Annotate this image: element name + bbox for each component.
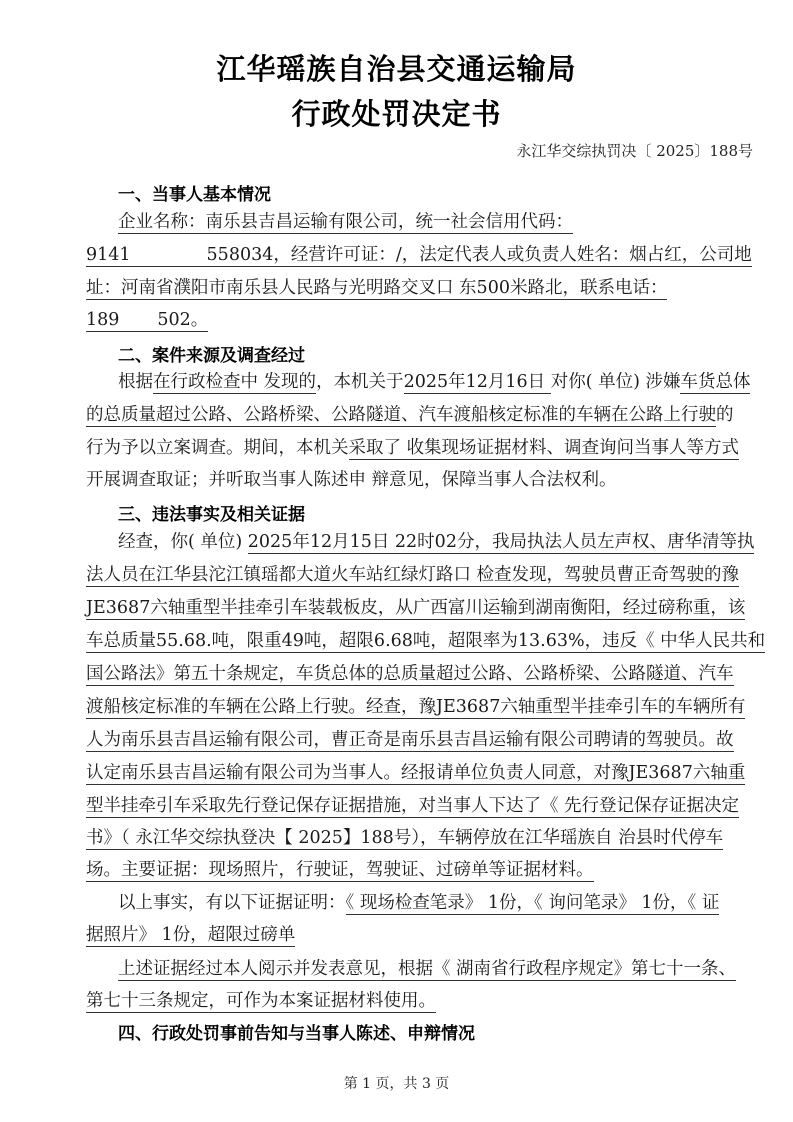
party-info-text: 址：河南省濮阳市南乐县人民路与光明路交叉口 东500米路北，联系电话：	[86, 278, 668, 298]
facts-text: 2025年12月15日 22时02分，我局执法人员左声权、唐华清等执	[247, 532, 755, 552]
facts-text: 国公路法》第五十条规定，车货总体的总质量超过公路、公路桥梁、公路隧道、汽车	[86, 664, 734, 684]
party-info-text: 558034，经营许可证：/，法定代表人或负责人姓名：烟占红，公司地	[206, 245, 752, 265]
document-title-type: 行政处罚决定书	[291, 97, 502, 131]
facts-text: 书》（ 永江华交综执登决【 2025】188号），车辆停放在江华瑶族自 治县时代停车	[86, 828, 724, 848]
page-indicator: 第 1 页，共 3 页	[343, 1076, 450, 1092]
violation-facts-line	[86, 761, 745, 785]
facts-text: 法人员在江华县沱江镇瑶都大道火车站红绿灯路口 检查发现，驾驶员曹正奇驾驶的豫	[86, 565, 740, 585]
case-source-line	[118, 370, 750, 394]
evidence-opinion-text: 第七十三条规定，可作为本案证据材料使用。	[86, 991, 436, 1011]
case-text: ，本机关于	[316, 372, 404, 392]
evidence-line	[86, 923, 295, 947]
party-info-line	[86, 243, 752, 267]
violation-facts-line	[86, 794, 739, 818]
facts-text: 认定南乐县吉昌运输有限公司为当事人。经报请单位负责人同意，对豫JE3687六轴重	[86, 763, 746, 783]
party-info-text: 企业名称：南乐县吉昌运输有限公司，统一社会信用代码：	[118, 212, 573, 232]
section-heading-party-info: 一、当事人基本情况	[118, 185, 271, 205]
violation-facts-line	[86, 826, 723, 850]
party-info-text	[86, 245, 752, 267]
phone-suffix: 502。	[157, 310, 209, 330]
evidence-list: 据照片》 1份，超限过磅单	[86, 925, 296, 945]
document-number: 永江华交综执罚决〔 2025〕188号	[516, 142, 753, 160]
violation-facts-line	[86, 858, 594, 882]
violation-facts-line	[86, 728, 734, 752]
case-text: 的	[716, 405, 734, 425]
facts-text: 人为南乐县吉昌运输有限公司，曹正奇是南乐县吉昌运输有限公司聘请的驾驶员。故	[86, 730, 734, 750]
facts-text: JE3687六轴重型半挂牵引车装载板皮，从广西富川运输到湖南衡阳，经过磅称重，该	[86, 598, 746, 618]
facts-text: 经查，你( 单位)	[118, 532, 248, 552]
case-text: 行为予以立案调查。期间，本机关	[86, 438, 349, 458]
document-title-authority: 江华瑶族自治县交通运输局	[216, 52, 577, 86]
party-info-line	[118, 210, 573, 234]
violation-facts-line	[86, 662, 734, 686]
party-info-line	[86, 308, 208, 332]
evidence-text: 以上事实，有以下证据证明：	[118, 893, 346, 913]
evidence-opinion-text: 上述证据经过本人阅示并发表意见，根据《 湖南省行政程序规定》第七十一条、	[118, 959, 737, 979]
facts-text: 车总质量55.68.吨，限重49吨，超限6.68吨，超限率为13.63%，违反《 中华人民共和	[86, 631, 766, 651]
violation-facts-line	[86, 695, 745, 719]
violation-facts-line	[118, 530, 754, 554]
case-text: 根据	[118, 372, 153, 392]
facts-text: 场。主要证据：现场照片，行驶证，驾驶证、过磅单等证据材料。	[86, 860, 594, 880]
credit-code-prefix: 9141	[86, 245, 131, 265]
section-heading-prior-notice: 四、行政处罚事前告知与当事人陈述、申辩情况	[118, 1024, 475, 1044]
case-text: 的总质量超过公路、公路桥梁、公路隧道、汽车渡船核定标准的车辆在公路上行驶	[86, 405, 716, 425]
phone-prefix: 189	[86, 310, 120, 330]
evidence-list: 《 现场检查笔录》 1份，《 询问笔录》 1份，《 证	[345, 893, 720, 913]
case-text: 对你( 单位) 涉嫌	[550, 372, 681, 392]
violation-facts-line	[86, 563, 739, 587]
case-source-line	[86, 436, 739, 460]
case-source-line	[86, 403, 734, 427]
phone-number	[86, 310, 208, 332]
facts-text: 型半挂牵引车采取先行登记保存证据措施，对当事人下达了《 先行登记保存证据决定	[86, 796, 740, 816]
evidence-line	[118, 891, 719, 915]
case-text: 采取了 收集现场证据材料、调查询问当事人等方式	[348, 438, 740, 458]
section-heading-violation-facts: 三、违法事实及相关证据	[118, 505, 305, 525]
case-text: 开展调查取证；并听取当事人陈述申 辩意见，保障当事人合法权利。	[86, 470, 617, 490]
party-info-line	[86, 276, 667, 300]
case-source-line	[86, 468, 617, 492]
evidence-opinion-line	[118, 957, 736, 981]
violation-facts-line	[86, 629, 765, 653]
facts-text: 渡船核定标准的车辆在公路上行驶。经查，豫JE3687六轴重型半挂牵引车的车辆所有	[86, 697, 746, 717]
section-heading-case-source: 二、案件来源及调查经过	[118, 346, 305, 366]
case-date: 2025年12月16日	[403, 372, 551, 392]
case-text: 车货总体	[680, 372, 751, 392]
case-text: 在行政检查中 发现的	[153, 372, 317, 392]
evidence-opinion-line	[86, 989, 436, 1013]
violation-facts-line	[86, 596, 745, 620]
